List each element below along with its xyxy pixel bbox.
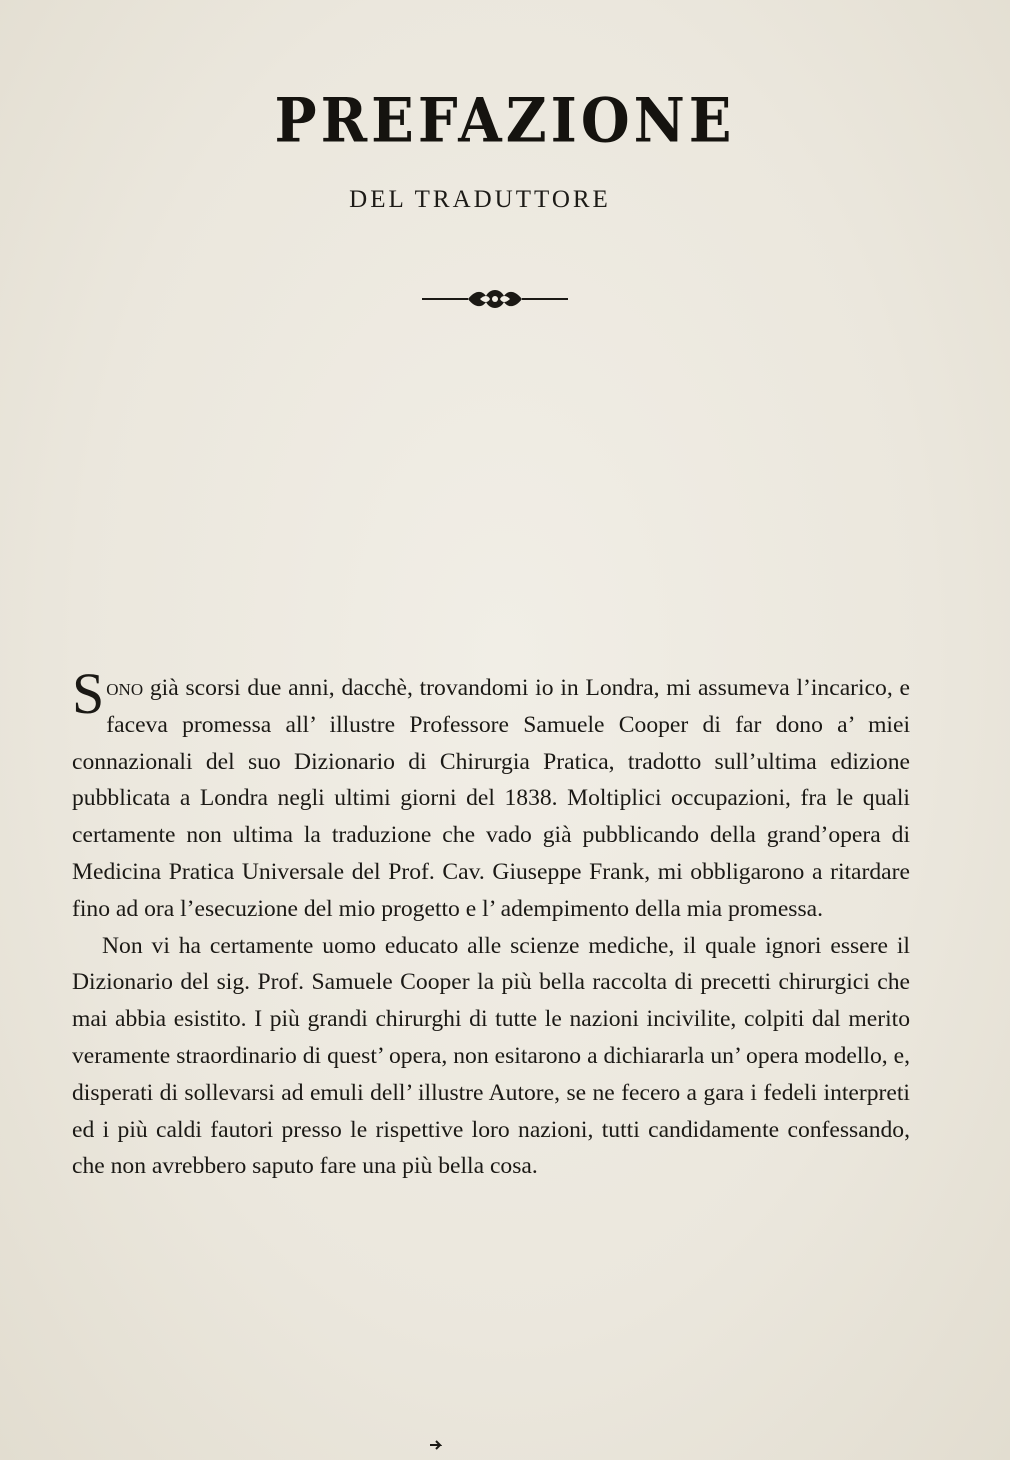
- paragraph-1: [72, 661, 910, 928]
- decorative-flourish-icon: [420, 284, 570, 312]
- drop-cap: S: [72, 661, 105, 726]
- page-title: PREFAZIONE: [274, 85, 736, 157]
- first-word-rest: ono: [106, 675, 144, 701]
- paragraph-2: Non vi ha certamente uomo educato alle scienze mediche, il quale ignori essere il Dizionario del sig. Prof. Samuele Cooper la più bella raccolta di precetti chirurgici che mai abbia esistito. I più grandi chirurghi di tutte le nazioni incivilite, colpiti dal merito veramente straordinario di quest’ opera, non esitarono a dichiararla un’ opera modello, e, disperati di sollevarsi ad emuli dell’ illustre Autore, se ne fecero a gara i fedeli interpreti ed i più caldi fautori presso le rispettive loro nazioni, tutti candidamente confessando, che non avrebbero saputo fare una più bella cosa.: [72, 932, 910, 1180]
- paragraph-1-text: già scorsi due anni, dacchè, trovandomi io in Londra, mi assumeva l’incarico, e faceva promessa all’ illustre Professore Samuele Cooper di far dono a’ miei connazionali del suo Dizionario di Chirurgia Pratica, tradotto sull’ultima edizione pubblicata a Londra negli ultimi giorni del 1838. Moltiplici occupazioni, fra le quali certamente non ultima la traduzione che vado già pubblicando della grand’opera di Medicina Pratica Universale del Prof. Cav. Giuseppe Frank, mi obbligarono a ritardare fino ad ora l’esecuzione del mio progetto e l’ adempimento della mia promessa.: [72, 675, 910, 922]
- signature-mark-icon: [428, 1438, 442, 1452]
- preface-body: [72, 661, 910, 1185]
- page-subtitle: DEL TRADUTTORE: [349, 186, 611, 213]
